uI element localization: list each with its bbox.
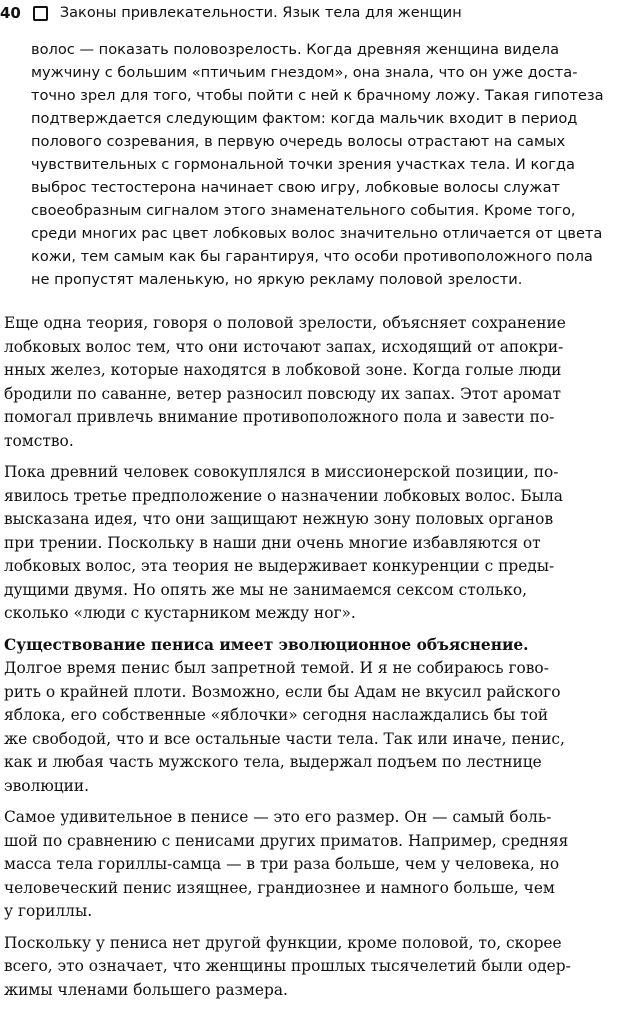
paragraph <box>4 806 616 924</box>
text-line: среди многих рас цвет лобковых волос значительно отличается от цвета <box>31 225 603 242</box>
paragraph-lead-heading: Существование пениса имеет эволюционное объяснение. <box>4 635 529 654</box>
text-line: сколько «люди с кустарником между ног». <box>4 604 356 622</box>
text-line: своеобразным сигналом этого знаменательного события. Кроме того, <box>31 202 576 219</box>
text-line: Поскольку у пениса нет другой функции, кроме половой, то, скорее <box>4 933 562 952</box>
text-line: кожи, тем самым как бы гарантируя, что особи противоположного пола <box>31 248 593 265</box>
text-line: подтверждается следующим фактом: когда мальчик входит в период <box>31 110 578 127</box>
text-line: бродили по саванне, ветер разносил повсюду их запах. Этот аромат <box>4 384 561 403</box>
text-line: томство. <box>4 431 74 450</box>
text-line: человеческий пенис изящнее, грандиознее и намного больше, чем <box>4 878 555 897</box>
paragraph <box>4 932 616 1003</box>
text-line: мужчину с большим «птичьим гнездом», она знала, что он уже доста- <box>31 64 578 81</box>
text-line: лобковых волос тем, что они источают запах, исходящий от апокри- <box>4 337 564 356</box>
text-line: Еще одна теория, говоря о половой зрелости, объясняет сохранение <box>4 314 566 332</box>
text-line: полового созревания, в первую очередь волосы отрастают на самых <box>31 133 566 150</box>
text-line: жимы членами большего размера. <box>4 980 288 999</box>
text-line: явилось третье предположение о назначении лобковых волос. Была <box>4 486 563 505</box>
main-body-text <box>4 312 616 1010</box>
paragraph <box>4 634 616 799</box>
square-bullet-icon <box>33 6 48 21</box>
text-line: высказана идея, что они защищают нежную зону половых органов <box>4 510 554 528</box>
text-line: помогал привлечь внимание противоположного пола и завести по- <box>4 408 555 426</box>
text-line: дущими двумя. Но опять же мы не занимаемся сексом столько, <box>4 580 527 599</box>
text-line: шой по сравнению с пенисами других приматов. Например, средняя <box>4 831 569 850</box>
text-line: же свободой, что и все остальные части тела. Так или иначе, пенис, <box>4 729 565 748</box>
text-line: Пока древний человек совокуплялся в миссионерской позиции, по- <box>4 463 559 481</box>
text-line: нных желез, которые находятся в лобковой зоне. Когда голые люди <box>4 361 562 379</box>
page-number: 40 <box>0 4 21 22</box>
text-line: рить о крайней плоти. Возможно, если бы Адам не вкусил райского <box>4 682 561 701</box>
text-line: лобковых волос, эта теория не выдерживает конкуренции с преды- <box>4 557 555 575</box>
text-line: масса тела гориллы-самца — в три раза больше, чем у человека, но <box>4 855 560 873</box>
paragraph <box>4 461 616 626</box>
paragraph <box>4 312 616 453</box>
running-title: Законы привлекательности. Язык тела для женщин <box>59 5 462 21</box>
text-line: яблока, его собственные «яблочки» сегодня наслаждались бы той <box>4 706 549 724</box>
text-line: чувствительных с гормональной точки зрения участках тела. И когда <box>31 156 575 173</box>
text-line: как и любая часть мужского тела, выдержал подъем по лестнице <box>4 753 542 771</box>
sidebar-text-block <box>31 38 604 291</box>
page-header <box>0 0 462 26</box>
text-line: не пропустят маленькую, но яркую рекламу половой зрелости. <box>31 271 523 288</box>
text-line: всего, это означает, что женщины прошлых тысячелетий были одер- <box>4 957 571 975</box>
text-line: Самое удивительное в пенисе — это его размер. Он — самый боль- <box>4 808 552 826</box>
text-line: при трении. Поскольку в наши дни очень многие избавляются от <box>4 533 541 552</box>
text-line: у гориллы. <box>4 902 93 920</box>
text-line: Долгое время пенис был запретной темой. И я не собираюсь гово- <box>4 659 549 677</box>
text-line: эволюции. <box>4 776 90 795</box>
text-line: точно зрел для того, чтобы пойти с ней к брачному ложу. Такая гипотеза <box>31 87 604 104</box>
text-line: волос — показать половозрелость. Когда древняя женщина видела <box>31 41 560 58</box>
text-line: выброс тестостерона начинает свою игру, лобковые волосы служат <box>31 179 561 196</box>
